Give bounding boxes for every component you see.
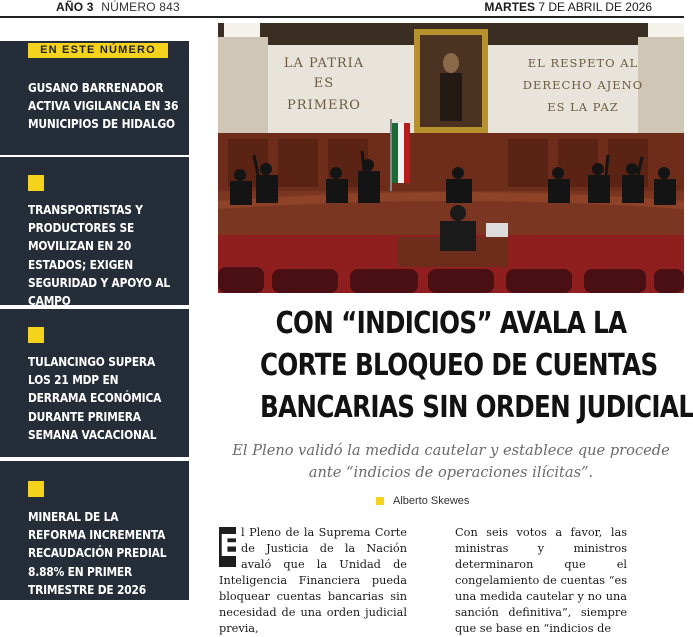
section-tag: EN ESTE NÚMERO [28,43,168,58]
article-column-2 [439,525,627,635]
issue-number: NÚMERO 843 [101,0,180,14]
headline-line-3: BANCARIAS SIN ORDEN JUDICIAL [259,390,693,425]
article-headline [218,303,693,429]
bullet-square-icon [28,175,44,191]
sidebar-story-1[interactable] [0,41,189,155]
column-1-text: l Pleno de la Suprema Corte de Justicia de la Nación avaló que la Unidad de Inteligencia Financiera pueda bloquear cuentas bancarias sin necesidad de una orden judicial previa, [219,526,407,635]
court-session-photo [218,23,684,293]
publication-date [484,0,652,14]
wall-text-right-1: EL RESPETO AL [527,56,639,70]
headline-line-2: CORTE BLOQUEO DE CUENTAS [259,348,658,383]
header-rule [0,16,684,18]
sidebar-story-title[interactable]: MINERAL DE LA REFORMA INCREMENTA RECAUDACIÓN PREDIAL 8.88% EN PRIMER TRIMESTRE DE 2026 [28,509,167,597]
bullet-square-icon [28,327,44,343]
wall-text-right-3: ES LA PAZ [547,100,619,114]
article-column-1 [219,525,407,635]
sidebar-story-4[interactable] [0,461,189,600]
drop-cap: E [219,527,236,567]
masthead-bar [0,0,684,18]
sidebar-story-title[interactable]: TRANSPORTISTAS Y PRODUCTORES SE MOVILIZAN EN 20 ESTADOS; EXIGEN SEGURIDAD Y APOYO AL CAMPO [28,202,171,309]
date-text: 7 DE ABRIL DE 2026 [538,0,652,14]
sidebar-story-2[interactable] [0,157,189,309]
headline-line-1: CON “INDICIOS” AVALA LA [275,306,627,341]
sidebar-story-title[interactable]: GUSANO BARRENADOR ACTIVA VIGILANCIA EN 36 MUNICIPIOS DE HIDALGO [28,80,179,132]
issue-info [56,0,180,14]
author-name: Alberto Skewes [393,495,470,507]
issue-year: AÑO 3 [56,0,94,14]
sidebar-story-title[interactable]: TULANCINGO SUPERA LOS 21 MDP EN DERRAMA ECONÓMICA DURANTE PRIMERA SEMANA VACACIONAL [28,354,162,442]
wall-text-left-1: LA PATRIA [283,56,365,71]
wall-text-right-2: DERECHO AJENO [522,78,644,92]
bullet-square-icon [28,481,44,497]
article-subtitle: El Pleno validó la medida cautelar y establece que procede ante “indicios de operaciones ilícitas”. [232,442,670,481]
wall-text-left-2: ES [313,76,335,91]
sidebar-story-3[interactable] [0,309,189,457]
byline [376,495,469,507]
byline-square-icon [376,497,384,505]
column-2-text: Con seis votos a favor, las ministras y ministros determinaron que el congelamiento de cuentas “es una medida cautelar y no una sanción definitiva”, siempre que se base en “indicios de [455,526,627,635]
weekday: MARTES [484,0,536,14]
wall-text-left-3: PRIMERO [287,98,361,113]
